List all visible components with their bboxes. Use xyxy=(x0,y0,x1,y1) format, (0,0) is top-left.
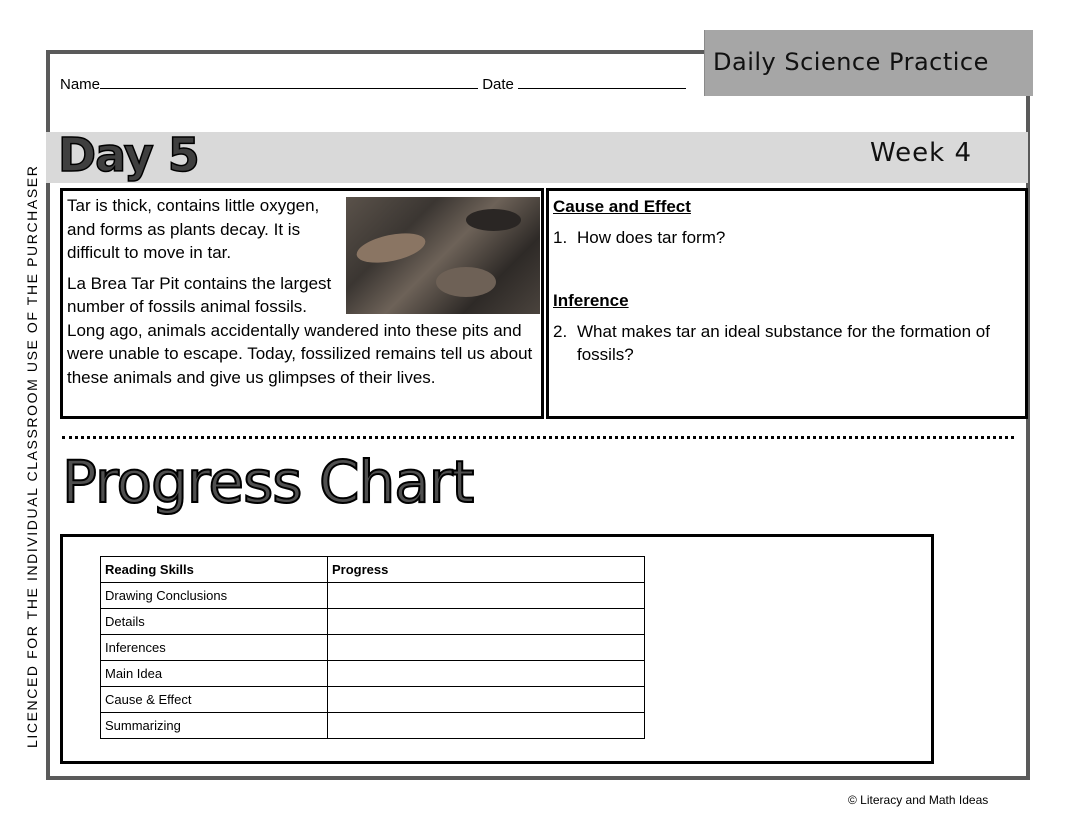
table-header-row xyxy=(101,557,645,583)
progress-header: Progress xyxy=(328,557,645,583)
cause-effect-heading: Cause and Effect xyxy=(553,197,691,216)
table-row xyxy=(101,583,645,609)
passage-text xyxy=(67,194,537,389)
progress-cell[interactable] xyxy=(328,661,645,687)
skill-cell: Details xyxy=(101,609,328,635)
reading-passage-box xyxy=(60,188,544,419)
dotted-divider xyxy=(62,436,1014,439)
progress-cell[interactable] xyxy=(328,583,645,609)
skill-cell: Main Idea xyxy=(101,661,328,687)
table-row xyxy=(101,713,645,739)
passage-paragraph-1: Tar is thick, contains little oxygen, and forms as plants decay. It is difficult to move in tar. xyxy=(67,196,320,262)
skill-cell: Drawing Conclusions xyxy=(101,583,328,609)
name-blank[interactable] xyxy=(100,74,478,89)
date-label: Date xyxy=(482,76,514,93)
progress-chart-title: Progress Chart xyxy=(62,448,474,516)
worksheet-title: Daily Science Practice xyxy=(713,48,989,76)
skill-cell: Summarizing xyxy=(101,713,328,739)
questions-box xyxy=(546,188,1028,419)
question-1 xyxy=(553,226,1015,249)
progress-cell[interactable] xyxy=(328,687,645,713)
passage-paragraph-2: La Brea Tar Pit contains the largest number of fossils animal fossils. Long ago, animals accidentally wandered into these pits and were unable to escape. Today, fossilized remains tell us about these animals and give us glimpses of their lives. xyxy=(67,273,533,387)
week-label: Week 4 xyxy=(870,138,973,168)
name-label: Name xyxy=(60,76,101,93)
question-2-text: What makes tar an ideal substance for the formation of fossils? xyxy=(577,322,990,364)
copyright-notice: © Literacy and Math Ideas xyxy=(848,793,989,807)
question-2-number: 2. xyxy=(553,322,568,341)
name-date-line xyxy=(60,74,686,93)
worksheet-title-box xyxy=(704,30,1033,96)
table-row xyxy=(101,635,645,661)
progress-chart-box xyxy=(60,534,934,764)
day-title: Day 5 xyxy=(58,128,199,182)
progress-table xyxy=(100,556,645,739)
date-blank[interactable] xyxy=(518,74,686,89)
table-row xyxy=(101,661,645,687)
licence-notice: LICENCED FOR THE INDIVIDUAL CLASSROOM USE OF THE PURCHASER xyxy=(24,164,40,748)
table-row xyxy=(101,687,645,713)
progress-cell[interactable] xyxy=(328,635,645,661)
question-1-number: 1. xyxy=(553,228,568,247)
progress-cell[interactable] xyxy=(328,713,645,739)
inference-heading: Inference xyxy=(553,291,629,310)
skill-cell: Inferences xyxy=(101,635,328,661)
reading-skills-header: Reading Skills xyxy=(101,557,328,583)
question-2 xyxy=(553,320,1015,366)
question-1-text: How does tar form? xyxy=(577,228,726,247)
progress-cell[interactable] xyxy=(328,609,645,635)
table-row xyxy=(101,609,645,635)
skill-cell: Cause & Effect xyxy=(101,687,328,713)
